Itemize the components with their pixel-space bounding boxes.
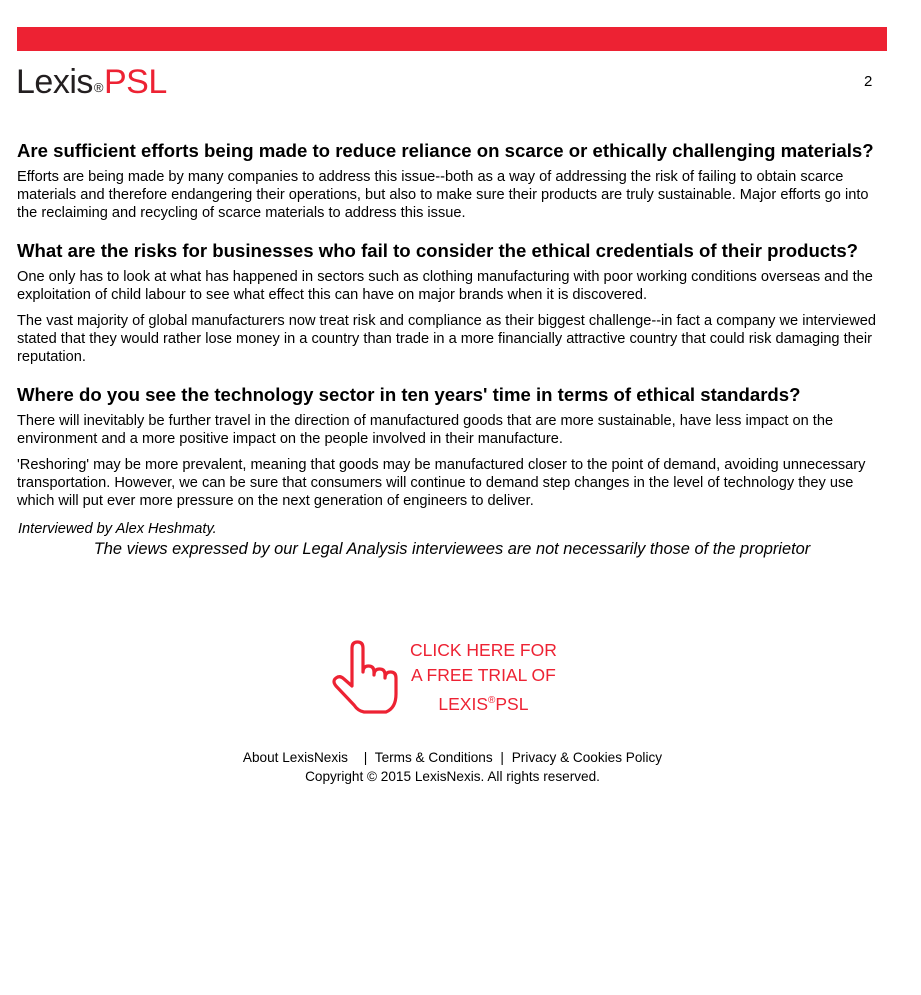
header-accent-bar <box>17 27 887 51</box>
copyright-text: Copyright © 2015 LexisNexis. All rights reserved. <box>305 769 600 784</box>
logo-registered-mark: ® <box>93 80 103 95</box>
lexispsl-logo <box>16 62 167 102</box>
free-trial-label[interactable] <box>410 638 557 717</box>
cta-line-2: A FREE TRIAL OF <box>410 665 556 685</box>
section-paragraph: One only has to look at what has happened in sectors such as clothing manufacturing with poor working conditions overseas and the exploitation of child labour to see what effect this can have on major brands when it is discovered. <box>17 269 873 303</box>
footer-separator: | <box>363 750 368 765</box>
section-scarce-materials <box>17 140 887 222</box>
section-paragraph: There will inevitably be further travel in the direction of manufactured goods that are more sustainable, have less impact on the environment and a more positive impact on the people involved in their manufacture. <box>17 413 834 447</box>
footer-separator: | <box>500 750 504 765</box>
logo-lexis-text: Lexis <box>16 63 93 101</box>
footer-links <box>0 748 905 767</box>
cta-line-1: CLICK HERE FOR <box>410 640 557 660</box>
disclaimer-text: The views expressed by our Legal Analysis interviewees are not necessarily those of the proprietor <box>93 540 811 558</box>
privacy-link[interactable]: Privacy & Cookies Policy <box>511 750 663 765</box>
free-trial-button[interactable] <box>330 638 580 718</box>
section-heading: Are sufficient efforts being made to reduce reliance on scarce or ethically challenging materials? <box>17 140 874 161</box>
about-link[interactable]: About LexisNexis <box>242 750 348 765</box>
terms-link[interactable]: Terms & Conditions <box>374 750 493 765</box>
section-paragraph: Efforts are being made by many companies to address this issue--both as a way of addressing the risk of failing to obtain scarce materials and therefore endangering their operations, but also to make sure their products are truly sustainable. Major efforts go into the reclaiming and recycling of scarce materials to address this issue. <box>17 169 869 221</box>
interviewer-credit: Interviewed by Alex Heshmaty. <box>18 521 217 537</box>
footer <box>0 748 905 786</box>
section-ethical-risks <box>17 240 887 366</box>
section-future-outlook <box>17 384 887 510</box>
cta-line-3: LEXIS®PSL <box>438 693 529 714</box>
page-number: 2 <box>864 73 873 90</box>
section-paragraph: The vast majority of global manufacturers now treat risk and compliance as their biggest challenge--in fact a company we interviewed stated that they would rather lose money in a country than trade in a more financially attractive country that could risk damaging their reputation. <box>17 313 877 365</box>
logo-psl-text: PSL <box>103 63 167 101</box>
article-body <box>17 140 887 559</box>
section-paragraph: 'Reshoring' may be more prevalent, meaning that goods may be manufactured closer to the point of demand, avoiding unnecessary transportation. However, we can be sure that consumers will continue to demand step changes in the level of technology they use which will put ever more pressure on the next generation of engineers to deliver. <box>17 457 866 509</box>
pointing-hand-icon <box>330 640 402 715</box>
section-heading: Where do you see the technology sector in ten years' time in terms of ethical standards? <box>17 384 801 405</box>
section-heading: What are the risks for businesses who fail to consider the ethical credentials of their products? <box>17 240 859 261</box>
